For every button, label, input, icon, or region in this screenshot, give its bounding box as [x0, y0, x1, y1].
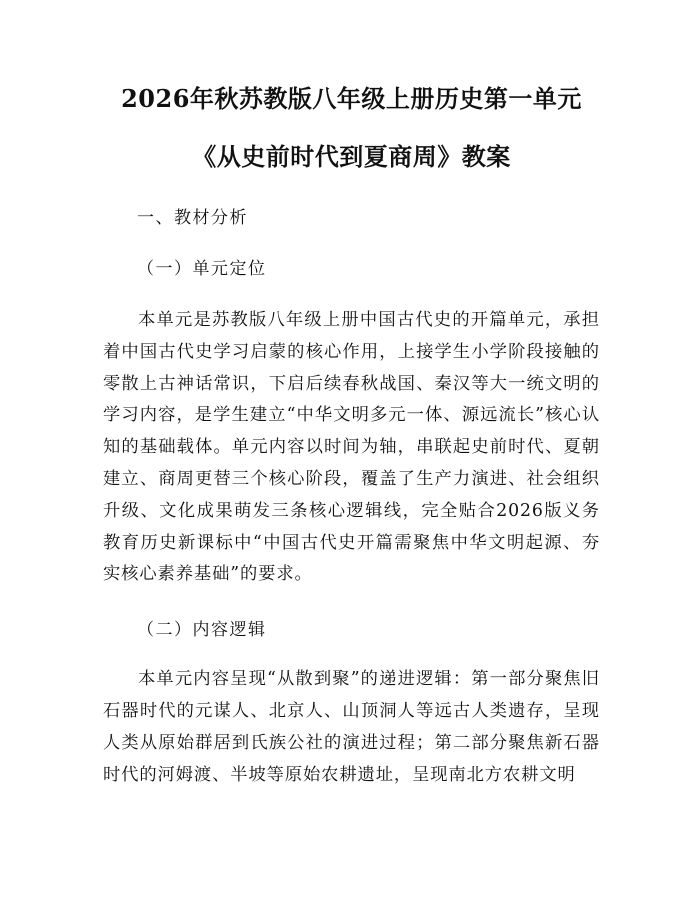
section-heading-textbook-analysis: 一、教材分析 [137, 208, 248, 228]
paragraph-content-logic: 本单元内容呈现“从散到聚”的递进逻辑：第一部分聚焦旧石器时代的元谋人、北京人、山顶洞人等远古人类遗存，呈现人类从原始群居到氏族公社的演进过程；第二部分聚焦新石器时代的河姆渡、半坡等原始农耕遗址，呈现南北方农耕文明 [103, 669, 600, 785]
subsection-heading-unit-positioning: （一）单元定位 [137, 259, 267, 279]
document-title [103, 82, 600, 174]
subsection-heading-content-logic: （二）内容逻辑 [137, 620, 267, 641]
title-line-1: 2026年秋苏教版八年级上册历史第一单元 [121, 84, 582, 113]
paragraph-unit-positioning: 本单元是苏教版八年级上册中国古代史的开篇单元，承担着中国古代史学习启蒙的核心作用，上接学生小学阶段接触的零散上古神话常识，下启后续春秋战国、秦汉等大一统文明的学习内容，是学生建立“中华文明多元一体、源远流长”核心认知的基础载体。单元内容以时间为轴，串联起史前时代、夏朝建立、商周更替三个核心阶段，覆盖了生产力演进、社会组织升级、文化成果萌发三条核心逻辑线，完全贴合2026版义务教育历史新课标中“中国古代史开篇需聚焦中华文明起源、夯实核心素养基础”的要求。 [103, 310, 600, 585]
title-line-2: 《从史前时代到夏商周》教案 [192, 142, 511, 171]
